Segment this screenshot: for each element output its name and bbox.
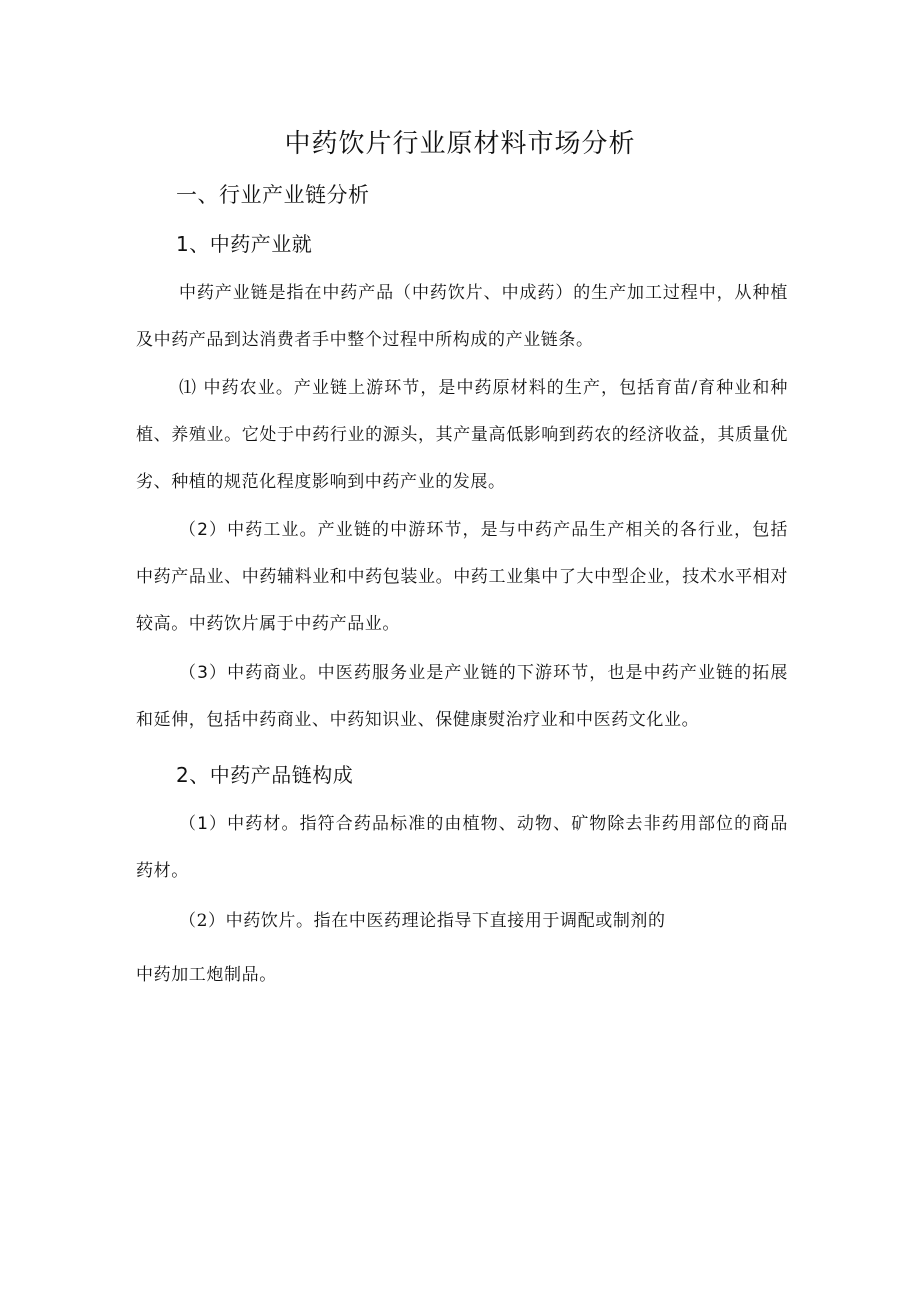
list-item-label: ⑴ xyxy=(179,378,198,398)
list-item-text: 中药商业。中医药服务业是产业链的下游环节，也是中药产业链的拓展和延伸，包括中药商业、中药知识业、保健康熨治疗业和中医药文化业。 xyxy=(136,663,788,730)
list-item-text: 中药工业。产业链的中游环节，是与中药产品生产相关的各行业，包括中药产品业、中药辅料业和中药包装业。中药工业集中了大中型企业，技术水平相对较高。中药饮片属于中药产品业。 xyxy=(136,520,788,634)
document-title: 中药饮片行业原材料市场分析 xyxy=(284,129,636,159)
list-item-label: （2） xyxy=(179,911,226,931)
list-item-label: （2） xyxy=(179,520,228,540)
list-item-text: 中药材。指符合药品标准的由植物、动物、矿物除去非药用部位的商品药材。 xyxy=(136,814,788,881)
list-item-text: 中药农业。产业链上游环节，是中药原材料的生产，包括育苗/育种业和种植、养殖业。它处于中药行业的源头，其产量高低影响到药农的经济收益，其质量优劣、种植的规范化程度影响到中药产业的发展。 xyxy=(136,378,789,492)
list-item-commerce xyxy=(136,650,788,744)
paragraph-continuation: 中药加工炮制品。 xyxy=(136,965,277,985)
list-item-label: （3） xyxy=(179,663,228,683)
list-item-agriculture xyxy=(136,365,788,506)
list-item-label: （1） xyxy=(179,814,228,834)
list-item-herbs xyxy=(136,801,788,895)
subsection-heading-tcm-industry: 1、中药产业就 xyxy=(176,232,313,256)
paragraph-intro: 中药产业链是指在中药产品（中药饮片、中成药）的生产加工过程中，从种植及中药产品到达消费者手中整个过程中所构成的产业链条。 xyxy=(136,283,788,350)
subsection-heading-product-chain: 2、中药产品链构成 xyxy=(176,763,354,787)
list-item-industry xyxy=(136,507,788,648)
list-item-text: 中药饮片。指在中医药理论指导下直接用于调配或制剂的 xyxy=(225,911,666,931)
list-item-decoction-pieces xyxy=(136,898,788,945)
section-heading-industry-chain: 一、行业产业链分析 xyxy=(176,183,370,207)
